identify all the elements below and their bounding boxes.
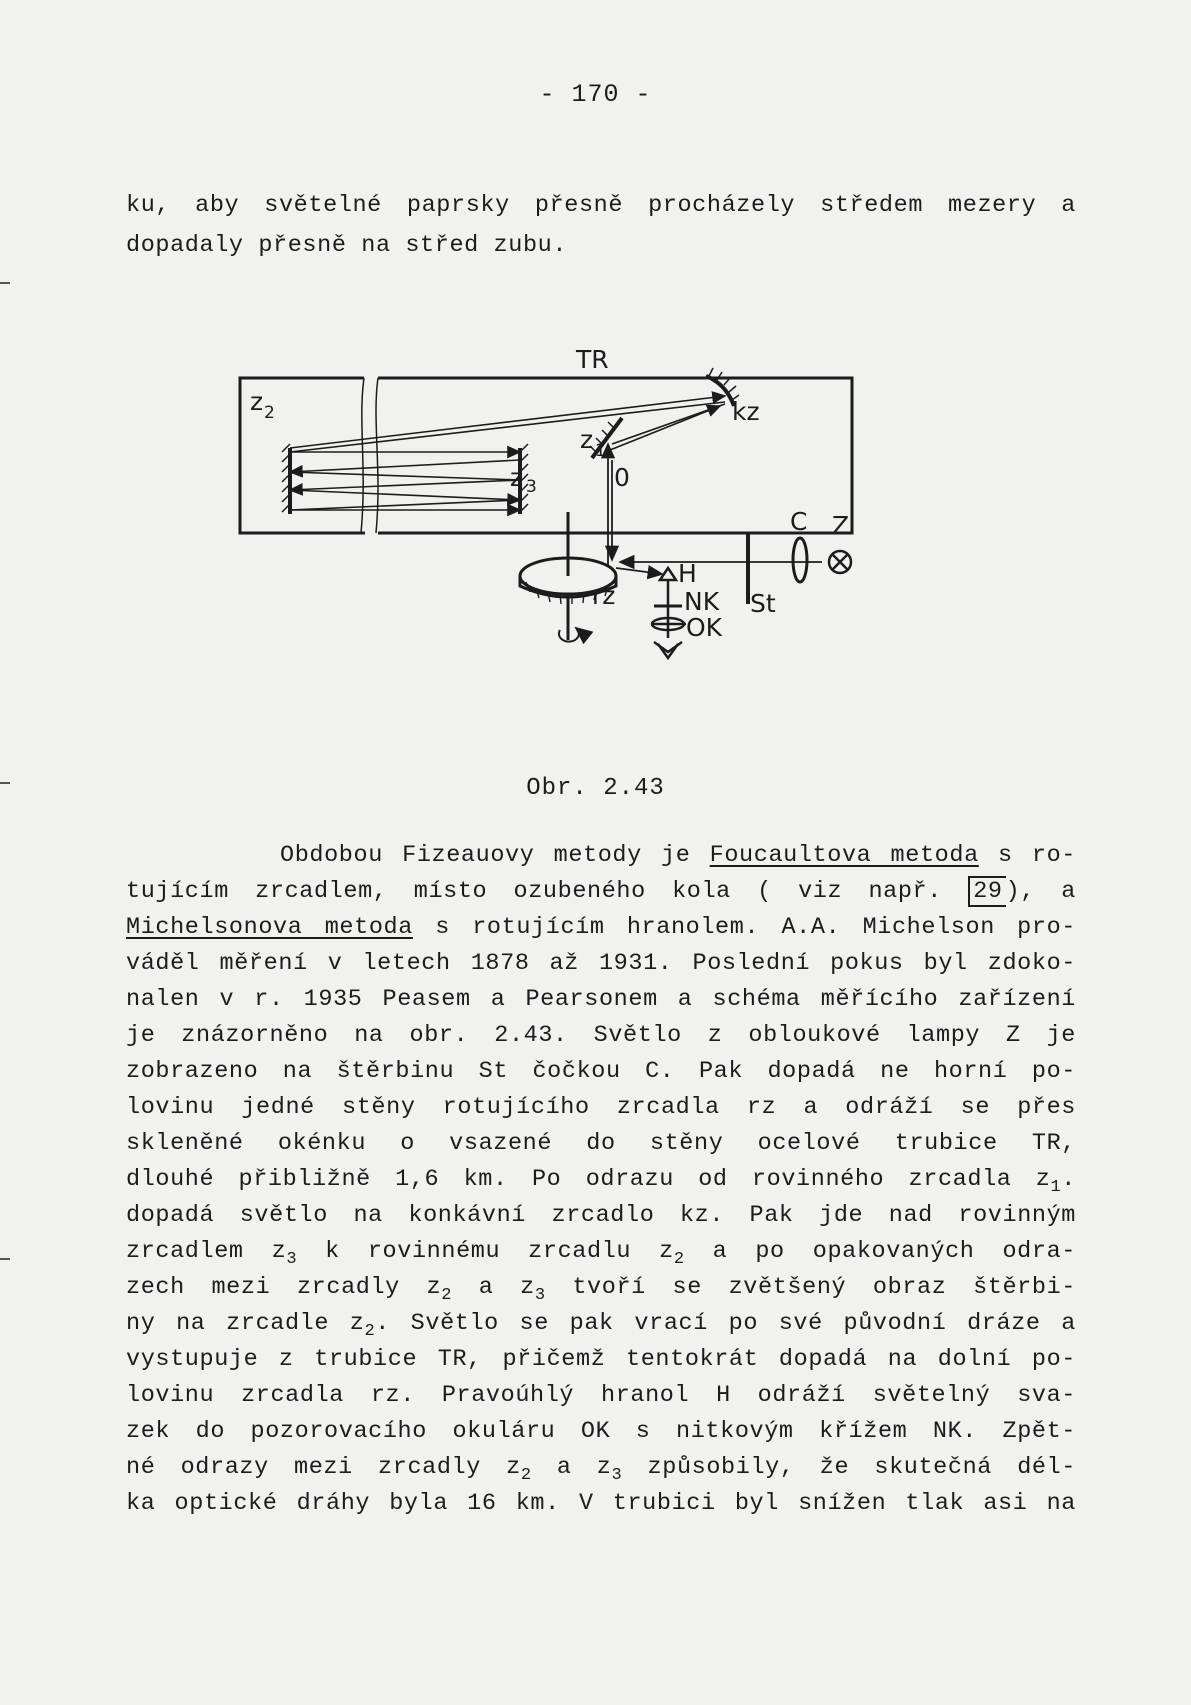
label-nk: NK xyxy=(684,587,720,616)
body-line: Michelsonova metoda s rotujícím hranolem. A.A. Michelson pro- xyxy=(126,914,1076,941)
label-kz: kz xyxy=(732,397,760,426)
label-tr: TR xyxy=(576,345,609,374)
mirror-z2 xyxy=(282,444,290,514)
body-line: váděl měření v letech 1878 až 1931. Poslední pokus byl zdoko- xyxy=(126,950,1076,977)
label-z2-index: 2 xyxy=(264,403,275,423)
prism-h xyxy=(660,568,676,638)
apparatus-diagram xyxy=(230,340,950,740)
body-line: zobrazeno na štěrbinu St čočkou C. Pak dopadá ne horní po- xyxy=(126,1058,1076,1085)
lens-c xyxy=(793,538,807,582)
label-z3-index: 3 xyxy=(526,477,537,497)
label-z2: z xyxy=(250,387,264,416)
page-number: - 170 - xyxy=(539,80,652,109)
body-line: dlouhé přibližně 1,6 km. Po odrazu od rovinného zrcadla $z_1$. xyxy=(126,1166,1076,1197)
figure-caption: Obr. 2.43 xyxy=(526,775,665,802)
lamp-z xyxy=(829,551,851,573)
intro-line: ku, aby světelné paprsky přesně procházely středem mezery a xyxy=(126,192,1076,219)
label-h: H xyxy=(678,559,697,588)
body-line: zek do pozorovacího okuláru OK s nitkovým křížem NK. Zpět- xyxy=(126,1418,1076,1445)
body-line: je znázorněno na obr. 2.43. Světlo z obloukové lampy Z je xyxy=(126,1022,1076,1049)
body-line: lovinu zrcadla rz. Pravoúhlý hranol H odráží světelný sva- xyxy=(126,1382,1076,1409)
citation-ref: 29 xyxy=(968,876,1005,907)
body-line: nalen v r. 1935 Peasem a Pearsonem a schéma měřícího zařízení xyxy=(126,986,1076,1013)
body-line: né odrazy mezi zrcadly $z_2$ a $z_3$ způsobily, že skutečná dél- xyxy=(126,1454,1077,1485)
label-z1-index: 1 xyxy=(595,441,606,461)
body-line: ka optické dráhy byla 16 km. V trubici byl snížen tlak asi na xyxy=(126,1490,1076,1517)
body-line: tujícím zrcadlem, místo ozubeného kola ( viz např. 29 ), a xyxy=(126,878,1077,905)
label-ok: OK xyxy=(686,613,723,642)
label-c: C xyxy=(790,507,808,536)
intro-line: dopadaly přesně na střed zubu. xyxy=(126,232,568,259)
vertical-ray xyxy=(608,444,612,566)
label-st: St xyxy=(750,589,776,618)
body-line: Obdobou Fizeauovy metody je Foucaultova metoda s ro- xyxy=(280,842,1076,869)
scan-edge-mark xyxy=(0,282,10,284)
body-line: zrcadlem $z_3$ k rovinnému zrcadlu $z_2$ a po opakovaných odra- xyxy=(126,1238,1076,1269)
label-z: Z xyxy=(832,511,850,540)
label-z3: z xyxy=(510,463,524,492)
body-line: ny na zrcadle $z_2$. Světlo se pak vrací po své původní dráze a xyxy=(126,1310,1076,1341)
rotating-mirror-rz xyxy=(520,512,616,642)
source-ray xyxy=(616,562,822,574)
body-line: lovinu jedné stěny rotujícího zrcadla rz a odráží se přes xyxy=(126,1094,1076,1121)
label-z1: z xyxy=(580,425,594,454)
label-window-0: 0 xyxy=(614,463,630,492)
body-line: zech mezi zrcadly $z_2$ a $z_3$ tvoří se zvětšený obraz štěrbi- xyxy=(126,1274,1076,1305)
reflection-rays xyxy=(290,396,725,510)
foucault-method-term: Foucaultova metoda xyxy=(709,842,979,869)
label-rz: rz xyxy=(592,581,616,610)
scan-edge-mark xyxy=(0,1258,10,1260)
body-line: vystupuje z trubice TR, přičemž tentokrát dopadá na dolní po- xyxy=(126,1346,1076,1373)
body-line: skleněné okénku o vsazené do stěny ocelové trubice TR, xyxy=(126,1130,1076,1157)
body-line: dopadá světlo na konkávní zrcadlo kz. Pak jde nad rovinným xyxy=(126,1202,1076,1229)
michelson-method-term: Michelsonova metoda xyxy=(126,914,413,941)
apparatus-svg xyxy=(230,340,950,740)
